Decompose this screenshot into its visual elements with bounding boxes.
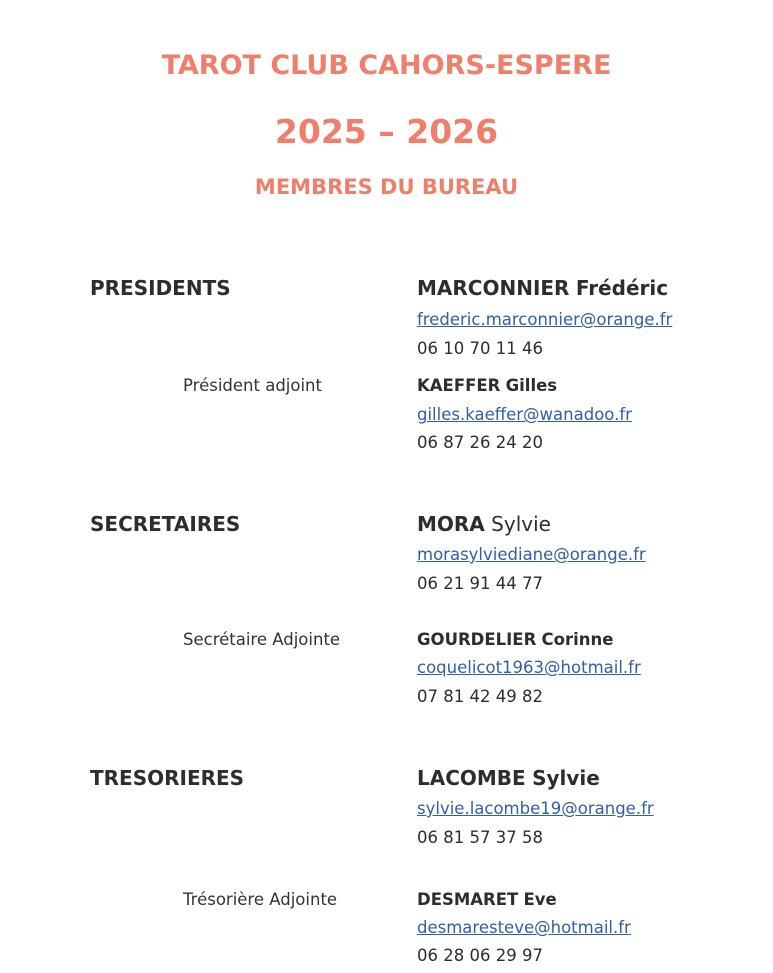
role-tresoriere-adjointe: Trésorière Adjointe bbox=[183, 890, 338, 909]
secretaire-adjointe-last-name: GOURDELIER bbox=[417, 630, 537, 649]
tresoriere-email-link[interactable]: sylvie.lacombe19@orange.fr bbox=[417, 799, 654, 818]
role-presidents: PRESIDENTS bbox=[90, 276, 231, 300]
tresoriere-name bbox=[417, 766, 600, 790]
season-title: 2025 – 2026 bbox=[274, 112, 499, 151]
role-tresorieres: TRESORIERES bbox=[90, 766, 245, 790]
president-adjoint-email-link[interactable]: gilles.kaeffer@wanadoo.fr bbox=[417, 405, 632, 424]
secretaire-adjointe-name bbox=[417, 630, 613, 649]
secretaire-last-name: MORA bbox=[417, 512, 485, 536]
president-adjoint-first-name: Gilles bbox=[505, 376, 558, 395]
secretaire-first-name: Sylvie bbox=[491, 512, 551, 536]
role-secretaire-adjointe: Secrétaire Adjointe bbox=[183, 630, 341, 649]
tresoriere-last-name: LACOMBE bbox=[417, 766, 526, 790]
tresoriere-first-name: Sylvie bbox=[532, 766, 600, 790]
tresoriere-phone: 06 81 57 37 58 bbox=[417, 828, 543, 847]
tresoriere-adjointe-last-name: DESMARET bbox=[417, 890, 519, 909]
club-title: TAROT CLUB CAHORS-ESPERE bbox=[161, 50, 612, 81]
role-president-adjoint: Président adjoint bbox=[183, 376, 322, 395]
president-last-name: MARCONNIER bbox=[417, 276, 570, 300]
president-phone: 06 10 70 11 46 bbox=[417, 339, 543, 358]
secretaire-adjointe-first-name: Corinne bbox=[541, 630, 614, 649]
president-email-link[interactable]: frederic.marconnier@orange.fr bbox=[417, 310, 673, 329]
secretaire-email-link[interactable]: morasylviediane@orange.fr bbox=[417, 545, 646, 564]
tresoriere-adjointe-first-name: Eve bbox=[523, 890, 557, 909]
tresoriere-adjointe-name bbox=[417, 890, 557, 909]
president-adjoint-phone: 06 87 26 24 20 bbox=[417, 433, 543, 452]
president-first-name: Frédéric bbox=[575, 276, 669, 300]
tresoriere-adjointe-email-link[interactable]: desmaresteve@hotmail.fr bbox=[417, 918, 631, 937]
bureau-title: MEMBRES DU BUREAU bbox=[254, 175, 519, 199]
secretaire-phone: 06 21 91 44 77 bbox=[417, 574, 543, 593]
president-name bbox=[417, 276, 668, 300]
president-adjoint-name bbox=[417, 376, 557, 395]
secretaire-adjointe-phone: 07 81 42 49 82 bbox=[417, 687, 543, 706]
tresoriere-adjointe-phone: 06 28 06 29 97 bbox=[417, 946, 543, 965]
president-adjoint-last-name: KAEFFER bbox=[417, 376, 501, 395]
secretaire-adjointe-email-link[interactable]: coquelicot1963@hotmail.fr bbox=[417, 658, 641, 677]
secretaire-name bbox=[417, 512, 551, 536]
role-secretaires: SECRETAIRES bbox=[90, 512, 241, 536]
